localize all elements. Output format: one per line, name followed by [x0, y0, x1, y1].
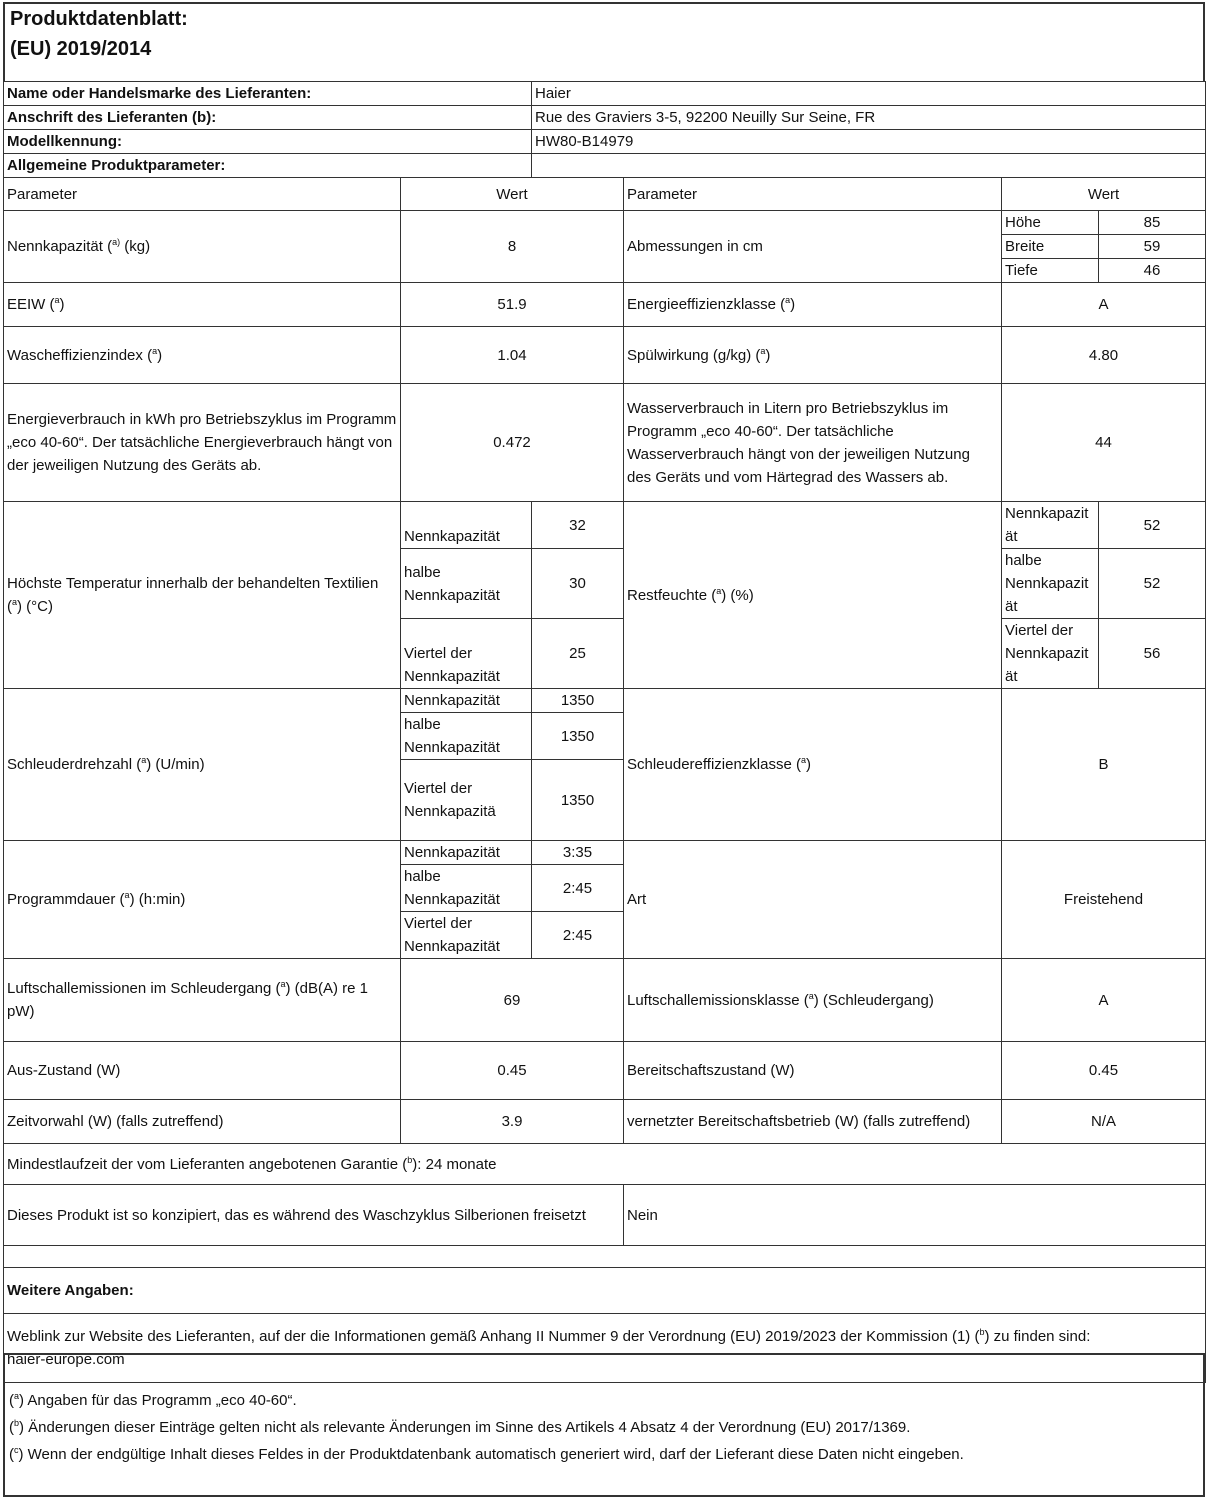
capacity-label: Nennkapazität ($^{a)}$ (kg): [4, 211, 401, 283]
delay-start-value: 3.9: [401, 1100, 624, 1144]
moisture-quarter-label: Viertel der Nennkapazit ät: [1002, 619, 1099, 689]
silver-row: [4, 1185, 1206, 1246]
supplier-name-row: [4, 82, 1206, 106]
capacity-row: [4, 211, 1206, 235]
water-consumption-value: 44: [1002, 384, 1206, 502]
noise-value: 69: [401, 959, 624, 1042]
noise-row: [4, 959, 1206, 1042]
type-label: Art: [624, 841, 1002, 959]
temperature-row: [4, 502, 1206, 549]
title-line-1: Produktdatenblatt:: [10, 8, 188, 30]
duration-half-value: 2:45: [532, 865, 624, 912]
wash-index-row: [4, 327, 1206, 384]
spin-label: Schleuderdrehzahl ($^a$) (U/min): [4, 689, 401, 841]
energy-class-value: A: [1002, 283, 1206, 327]
weblink-url[interactable]: haier-europe.com: [7, 1351, 125, 1368]
duration-label: Programmdauer ($^a$) (h:min): [4, 841, 401, 959]
eeiw-row: [4, 283, 1206, 327]
footnote-b: ($^b$) Änderungen dieser Einträge gelten nicht als relevante Änderungen im Sinne des Artikels 4 Absatz 4 der Verordnung (EU) 2017/1369.: [9, 1418, 911, 1436]
standby-label: Bereitschaftszustand (W): [624, 1042, 1002, 1100]
width-label: Breite: [1002, 235, 1099, 259]
silver-label: Dieses Produkt ist so konzipiert, das es während des Waschzyklus Silberionen freisetzt: [4, 1185, 624, 1246]
supplier-name-value: Haier: [532, 82, 1206, 106]
supplier-address-value: Rue des Graviers 3-5, 92200 Neuilly Sur Seine, FR: [532, 106, 1206, 130]
model-value: HW80-B14979: [532, 130, 1206, 154]
duration-full-value: 3:35: [532, 841, 624, 865]
temp-full-value: 32: [532, 502, 624, 549]
power-row: [4, 1042, 1206, 1100]
depth-label: Tiefe: [1002, 259, 1099, 283]
param-header-right: Parameter: [624, 178, 1002, 211]
spin-class-label: Schleudereffizienzklasse ($^a$): [624, 689, 1002, 841]
further-info-row: [4, 1268, 1206, 1314]
moisture-half-label: halbe Nennkapazit ät: [1002, 549, 1099, 619]
header-row: [4, 178, 1206, 211]
spin-full-value: 1350: [532, 689, 624, 713]
moisture-half-value: 52: [1099, 549, 1206, 619]
general-row: [4, 154, 1206, 178]
spin-class-value: B: [1002, 689, 1206, 841]
temp-half-label: halbe Nennkapazität: [401, 549, 532, 619]
temp-half-value: 30: [532, 549, 624, 619]
empty-row: [4, 1246, 1206, 1268]
delay-row: [4, 1100, 1206, 1144]
duration-quarter-value: 2:45: [532, 912, 624, 959]
energy-consumption-label: Energieverbrauch in kWh pro Betriebszyklus im Programm „eco 40-60“. Der tatsächliche Energieverbrauch hängt von der jeweiligen Nutzung des Geräts ab.: [4, 384, 401, 502]
sheet-title: [3, 2, 1205, 82]
networked-standby-value: N/A: [1002, 1100, 1206, 1144]
product-data-table: [3, 81, 1206, 1383]
spin-half-label: halbe Nennkapazität: [401, 713, 532, 760]
type-value: Freistehend: [1002, 841, 1206, 959]
standby-value: 0.45: [1002, 1042, 1206, 1100]
energy-class-label: Energieeffizienzklasse ($^a$): [624, 283, 1002, 327]
weblink-cell: Weblink zur Website des Lieferanten, auf der die Informationen gemäß Anhang II Nummer 9 der Verordnung (EU) 2019/2023 der Kommission (1) ($^b$) zu finden sind: haier-europe.com: [4, 1314, 1206, 1383]
eeiw-label: EEIW ($^a$): [4, 283, 401, 327]
duration-half-label: halbe Nennkapazität: [401, 865, 532, 912]
noise-label: Luftschallemissionen im Schleudergang ($^a$) (dB(A) re 1 pW): [4, 959, 401, 1042]
model-label: Modellkennung:: [4, 130, 532, 154]
delay-start-label: Zeitvorwahl (W) (falls zutreffend): [4, 1100, 401, 1144]
eeiw-value: 51.9: [401, 283, 624, 327]
temp-quarter-value: 25: [532, 619, 624, 689]
supplier-name-label: Name oder Handelsmarke des Lieferanten:: [4, 82, 532, 106]
temp-full-label: Nennkapazität: [401, 502, 532, 549]
height-value: 85: [1099, 211, 1206, 235]
temperature-label: Höchste Temperatur innerhalb der behandelten Textilien ($^a$) (°C): [4, 502, 401, 689]
moisture-full-label: Nennkapazit ät: [1002, 502, 1099, 549]
footnotes: [3, 1353, 1205, 1497]
consumption-row: [4, 384, 1206, 502]
moisture-label: Restfeuchte ($^a$) (%): [624, 502, 1002, 689]
param-header-left: Parameter: [4, 178, 401, 211]
supplier-address-row: [4, 106, 1206, 130]
further-info-heading: Weitere Angaben:: [4, 1268, 1206, 1314]
spin-quarter-value: 1350: [532, 760, 624, 841]
networked-standby-label: vernetzter Bereitschaftsbetrieb (W) (falls zutreffend): [624, 1100, 1002, 1144]
silver-value: Nein: [624, 1185, 1206, 1246]
off-mode-value: 0.45: [401, 1042, 624, 1100]
duration-row: [4, 841, 1206, 865]
title-line-2: (EU) 2019/2014: [10, 38, 152, 60]
capacity-value: 8: [401, 211, 624, 283]
rinse-value: 4.80: [1002, 327, 1206, 384]
moisture-full-value: 52: [1099, 502, 1206, 549]
dimensions-label: Abmessungen in cm: [624, 211, 1002, 283]
spin-full-label: Nennkapazität: [401, 689, 532, 713]
off-mode-label: Aus-Zustand (W): [4, 1042, 401, 1100]
model-row: [4, 130, 1206, 154]
wash-index-label: Wascheffizienzindex ($^a$): [4, 327, 401, 384]
footnote-c: ($^c$) Wenn der endgültige Inhalt dieses Feldes in der Produktdatenbank automatisch generiert wird, darf der Lieferant diese Daten nicht eingeben.: [9, 1445, 964, 1463]
temp-quarter-label: Viertel der Nennkapazität: [401, 619, 532, 689]
general-label: Allgemeine Produktparameter:: [4, 154, 532, 178]
height-label: Höhe: [1002, 211, 1099, 235]
value-header-left: Wert: [401, 178, 624, 211]
duration-full-label: Nennkapazität: [401, 841, 532, 865]
supplier-address-label: Anschrift des Lieferanten (b):: [4, 106, 532, 130]
noise-class-value: A: [1002, 959, 1206, 1042]
depth-value: 46: [1099, 259, 1206, 283]
guarantee-text: Mindestlaufzeit der vom Lieferanten angebotenen Garantie ($^b$): 24 monate: [4, 1144, 1206, 1185]
wash-index-value: 1.04: [401, 327, 624, 384]
rinse-label: Spülwirkung (g/kg) ($^a$): [624, 327, 1002, 384]
value-header-right: Wert: [1002, 178, 1206, 211]
spin-row: [4, 689, 1206, 713]
water-consumption-label: Wasserverbrauch in Litern pro Betriebszyklus im Programm „eco 40-60“. Der tatsächliche Wasserverbrauch hängt von der jeweiligen Nutzung des Geräts und vom Härtegrad des Wassers ab.: [624, 384, 1002, 502]
energy-consumption-value: 0.472: [401, 384, 624, 502]
guarantee-row: [4, 1144, 1206, 1185]
spin-quarter-label: Viertel der Nennkapazitä: [401, 760, 532, 841]
width-value: 59: [1099, 235, 1206, 259]
duration-quarter-label: Viertel der Nennkapazität: [401, 912, 532, 959]
noise-class-label: Luftschallemissionsklasse ($^a$) (Schleudergang): [624, 959, 1002, 1042]
moisture-quarter-value: 56: [1099, 619, 1206, 689]
footnote-a: ($^a$) Angaben für das Programm „eco 40-60“.: [9, 1391, 297, 1409]
spin-half-value: 1350: [532, 713, 624, 760]
